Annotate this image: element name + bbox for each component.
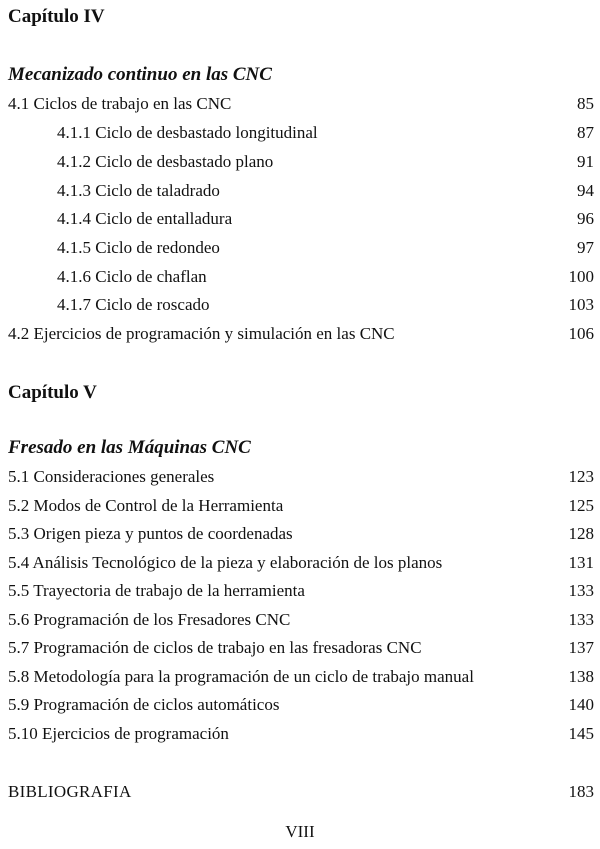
toc-entry-label: 4.1.3 Ciclo de taladrado [57, 181, 220, 200]
toc-entry-page: 106 [568, 324, 594, 343]
toc-entry-label: 5.10 Ejercicios de programación [8, 724, 229, 743]
toc-entry-5-7 [0, 636, 600, 660]
toc-entry-label: 4.1.4 Ciclo de entalladura [57, 209, 233, 228]
toc-entry-4-1-6 [0, 265, 600, 289]
toc-entry-label: 5.4 Análisis Tecnológico de la pieza y elaboración de los planos [8, 553, 443, 572]
toc-entry-page: 85 [577, 94, 594, 113]
toc-entry-5-8 [0, 665, 600, 689]
toc-entry-5-2 [0, 494, 600, 518]
toc-entry-page: 123 [568, 467, 594, 486]
toc-entry-4-2 [0, 322, 600, 346]
toc-entry-4-1-2 [0, 150, 600, 174]
toc-entry-label: 5.5 Trayectoria de trabajo de la herramienta [8, 581, 305, 600]
bibliography-label: BIBLIOGRAFIA [8, 782, 132, 801]
toc-entry-page: 128 [568, 524, 594, 543]
toc-entry-page: 145 [568, 724, 594, 743]
page-folio: VIII [285, 822, 315, 841]
toc-entry-label: 5.1 Consideraciones generales [8, 467, 215, 486]
toc-entry-page: 96 [577, 209, 594, 228]
toc-entry-5-4 [0, 551, 600, 575]
toc-entry-label: 5.7 Programación de ciclos de trabajo en las fresadoras CNC [8, 638, 422, 657]
toc-entry-4-1-7 [0, 293, 600, 317]
toc-entry-page: 140 [568, 695, 594, 714]
toc-entry-4-1-1 [0, 121, 600, 145]
toc-entry-label: 4.1.5 Ciclo de redondeo [57, 238, 220, 257]
toc-entry-label: 5.6 Programación de los Fresadores CNC [8, 610, 291, 629]
toc-entry-label: 5.3 Origen pieza y puntos de coordenadas [8, 524, 293, 543]
toc-entry-label: 4.2 Ejercicios de programación y simulación en las CNC [8, 324, 395, 343]
toc-entry-label: 5.2 Modos de Control de la Herramienta [8, 496, 284, 515]
toc-entry-label: 4.1 Ciclos de trabajo en las CNC [8, 94, 232, 113]
toc-entry-page: 133 [568, 581, 594, 600]
toc-entry-5-6 [0, 608, 600, 632]
toc-entry-page: 97 [577, 238, 594, 257]
chapter-5-subtitle: Fresado en las Máquinas CNC [8, 437, 251, 458]
toc-entry-5-5 [0, 579, 600, 603]
chapter-4-title: Capítulo IV [8, 6, 105, 27]
toc-entry-page: 138 [568, 667, 594, 686]
toc-entry-page: 103 [568, 295, 594, 314]
toc-entry-5-1 [0, 465, 600, 489]
toc-entry-page: 100 [568, 267, 594, 286]
toc-entry-label: 4.1.7 Ciclo de roscado [57, 295, 210, 314]
toc-entry-page: 94 [577, 181, 594, 200]
toc-entry-4-1 [0, 92, 600, 116]
toc-entry-page: 133 [568, 610, 594, 629]
toc-entry-page: 131 [568, 553, 594, 572]
toc-entry-4-1-5 [0, 236, 600, 260]
toc-entry-label: 4.1.1 Ciclo de desbastado longitudinal [57, 123, 318, 142]
toc-entry-page: 87 [577, 123, 594, 142]
toc-entry-label: 5.9 Programación de ciclos automáticos [8, 695, 280, 714]
toc-entry-label: 4.1.2 Ciclo de desbastado plano [57, 152, 274, 171]
toc-entry-5-3 [0, 522, 600, 546]
toc-entry-5-9 [0, 693, 600, 717]
toc-entry-page: 125 [568, 496, 594, 515]
toc-entry-page: 137 [568, 638, 594, 657]
chapter-5-title: Capítulo V [8, 382, 97, 403]
toc-entry-label: 5.8 Metodología para la programación de un ciclo de trabajo manual [8, 667, 474, 686]
toc-entry-label: 4.1.6 Ciclo de chaflan [57, 267, 207, 286]
toc-entry-bibliography [0, 780, 600, 804]
toc-entry-page: 91 [577, 152, 594, 171]
toc-entry-4-1-3 [0, 179, 600, 203]
toc-entry-5-10 [0, 722, 600, 746]
chapter-4-subtitle: Mecanizado continuo en las CNC [8, 64, 272, 85]
bibliography-page: 183 [568, 782, 594, 801]
toc-entry-4-1-4 [0, 207, 600, 231]
